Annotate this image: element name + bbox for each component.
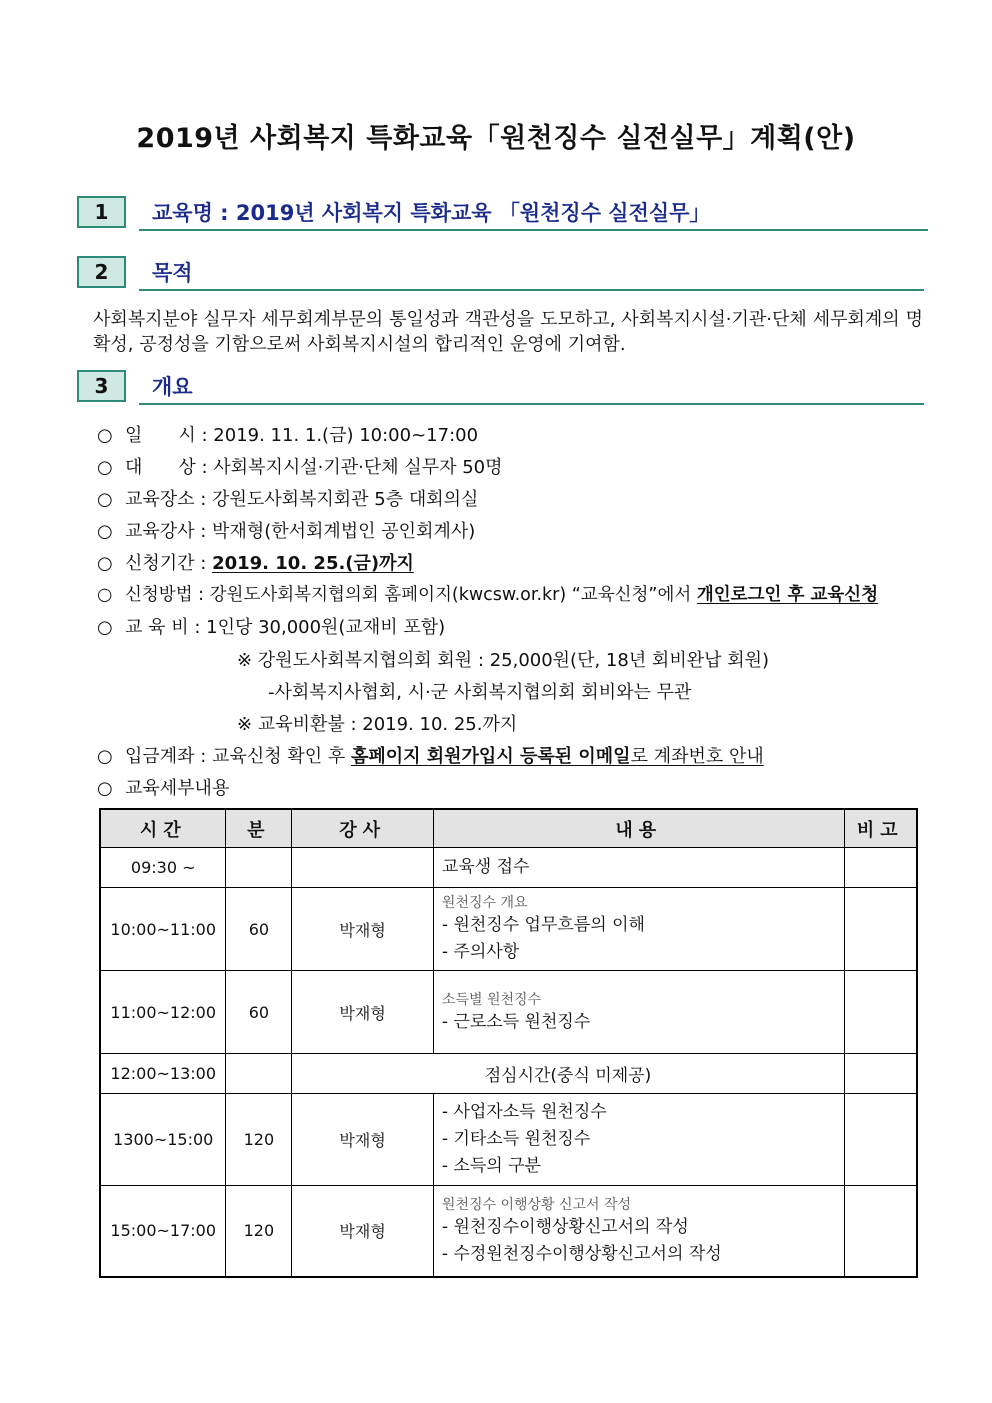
section-number: 3 [77, 370, 126, 402]
cell-note [844, 1054, 917, 1094]
section-underline [139, 229, 928, 231]
cell-time: 10:00~11:00 [100, 888, 226, 971]
section-heading: 개요 [152, 375, 193, 399]
bullet-circle: ○ [97, 425, 113, 446]
cell-content: 원천징수 개요 - 원천징수 업무흐름의 이해 - 주의사항 [433, 888, 844, 971]
header-time: 시간 [100, 809, 226, 848]
cell-note [844, 1186, 917, 1277]
cell-minutes: 60 [226, 888, 292, 971]
header-minutes: 분 [226, 809, 292, 848]
section-heading: 목적 [152, 261, 193, 285]
overview-date: ○ 일 시 : 2019. 11. 1.(금) 10:00~17:00 [97, 425, 479, 446]
header-note: 비고 [844, 809, 917, 848]
fee-note-member: ※ 강원도사회복지협의회 회원 : 25,000원(단, 18년 회비완납 회원) [237, 650, 769, 671]
bullet-circle: ○ [97, 489, 113, 510]
cell-time: 11:00~12:00 [100, 971, 226, 1054]
overview-target: ○ 대 상 : 사회복지시설·기관·단체 실무자 50명 [97, 457, 503, 478]
cell-minutes: 60 [226, 971, 292, 1054]
cell-lecturer [292, 848, 434, 888]
bullet-circle: ○ [97, 778, 113, 799]
bullet-circle: ○ [97, 457, 113, 478]
table-row [100, 1186, 917, 1277]
account-value: 홈페이지 회원가입시 등록된 이메일 [350, 746, 631, 767]
period-value: 2019. 10. 25.(금)까지 [212, 553, 414, 574]
section-number: 2 [77, 256, 126, 288]
cell-note [844, 888, 917, 971]
fee-note-exclusion: -사회복지사협회, 시·군 사회복지협의회 회비와는 무관 [268, 682, 692, 703]
table-row [100, 1054, 917, 1094]
cell-lecturer: 박재형 [292, 1186, 434, 1277]
overview-period: ○ 신청기간 : 2019. 10. 25.(금)까지 [97, 553, 414, 574]
cell-minutes [226, 848, 292, 888]
table-row [100, 1094, 917, 1186]
cell-content: - 사업자소득 원천징수 - 기타소득 원천징수 - 소득의 구분 [433, 1094, 844, 1186]
bullet-circle: ○ [97, 617, 113, 638]
table-row [100, 888, 917, 971]
page-title: 2019년 사회복지 특화교육「원천징수 실전실무」계획(안) [136, 123, 856, 154]
cell-minutes: 120 [226, 1094, 292, 1186]
cell-minutes [226, 1054, 292, 1094]
section-heading: 교육명 : 2019년 사회복지 특화교육 「원천징수 실전실무」 [152, 201, 711, 225]
bullet-circle: ○ [97, 585, 113, 605]
purpose-text: 사회복지분야 실무자 세무회계부문의 통일성과 객관성을 도모하고, 사회복지시설·기관·단체 세무회계의 명확성, 공정성을 기함으로써 사회복지시설의 합리적인 운영에 기여함. [93, 309, 923, 355]
header-content: 내용 [433, 809, 844, 848]
table-header-row [100, 809, 917, 848]
overview-lecturer: ○ 교육강사 : 박재형(한서회계법인 공인회계사) [97, 521, 476, 542]
cell-lunch: 점심시간(중식 미제공) [292, 1054, 844, 1094]
section-number: 1 [77, 196, 126, 228]
cell-time: 12:00~13:00 [100, 1054, 226, 1094]
cell-time: 09:30 ~ [100, 848, 226, 888]
method-value: 개인로그인 후 교육신청 [696, 585, 879, 605]
table-row [100, 848, 917, 888]
table-row [100, 971, 917, 1054]
bullet-circle: ○ [97, 521, 113, 542]
overview-account: ○ 입금계좌 : 교육신청 확인 후 홈페이지 회원가입시 등록된 이메일로 계좌번호 안내 [97, 746, 764, 767]
fee-note-refund: ※ 교육비환불 : 2019. 10. 25.까지 [237, 714, 518, 735]
cell-time: 15:00~17:00 [100, 1186, 226, 1277]
header-lecturer: 강사 [292, 809, 434, 848]
schedule-table [99, 808, 918, 1278]
cell-content: 원천징수 이행상황 신고서 작성 - 원천징수이행상황신고서의 작성 - 수정원천징수이행상황신고서의 작성 [433, 1186, 844, 1277]
cell-lecturer: 박재형 [292, 1094, 434, 1186]
overview-place: ○ 교육장소 : 강원도사회복지회관 5층 대회의실 [97, 489, 479, 510]
cell-content: 소득별 원천징수 - 근로소득 원천징수 [433, 971, 844, 1054]
cell-note [844, 848, 917, 888]
cell-content: 교육생 접수 [433, 848, 844, 888]
overview-method: ○ 신청방법 : 강원도사회복지협의회 홈페이지(kwcsw.or.kr) “교육신청”에서 개인로그인 후 교육신청 [97, 585, 879, 605]
overview-fee: ○ 교 육 비 : 1인당 30,000원(교재비 포함) [97, 617, 446, 638]
cell-lecturer: 박재형 [292, 888, 434, 971]
section-underline [139, 403, 924, 405]
cell-note [844, 971, 917, 1054]
bullet-circle: ○ [97, 746, 113, 767]
cell-note [844, 1094, 917, 1186]
section-underline [139, 289, 924, 291]
cell-minutes: 120 [226, 1186, 292, 1277]
cell-time: 1300~15:00 [100, 1094, 226, 1186]
bullet-circle: ○ [97, 553, 113, 574]
cell-lecturer: 박재형 [292, 971, 434, 1054]
overview-detail: ○ 교육세부내용 [97, 778, 230, 799]
